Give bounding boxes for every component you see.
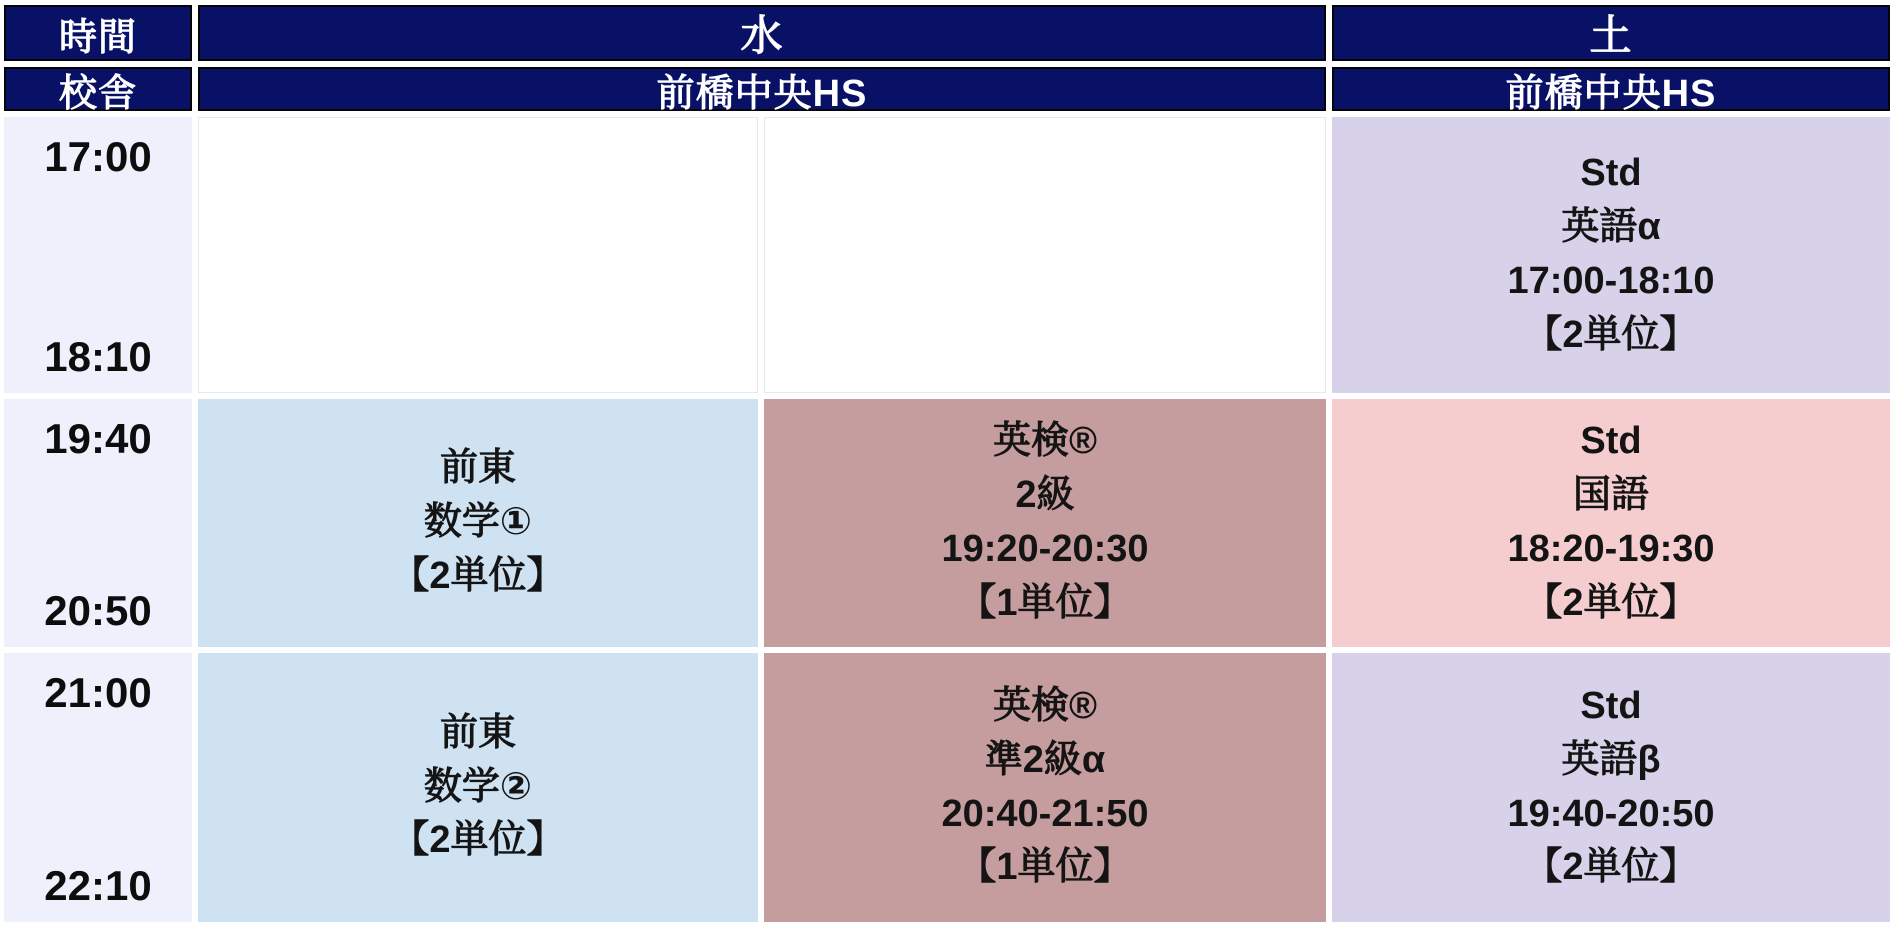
class-units: 【1単位】	[958, 581, 1132, 624]
class-course: 前東	[439, 447, 516, 490]
class-units: 【2単位】	[1524, 313, 1698, 356]
class-time-range: 17:00-18:10	[1507, 260, 1715, 302]
time-slot-1-end: 18:10	[44, 333, 152, 380]
time-slot-1-start: 17:00	[44, 133, 152, 180]
header-time-label: 時間	[4, 5, 192, 61]
time-slot-2-start: 19:40	[44, 415, 152, 462]
class-cell-sat-std-english-alpha	[1332, 117, 1890, 393]
header-day-saturday: 土	[1332, 5, 1890, 61]
header-building-wednesday: 前橋中央HS	[198, 67, 1326, 111]
timetable-grid	[4, 5, 1890, 922]
time-slot-1	[4, 117, 192, 393]
class-subject: 準2級α	[984, 738, 1106, 781]
class-time-range: 20:40-21:50	[941, 792, 1149, 835]
class-units: 【2単位】	[391, 819, 565, 862]
class-course: 英検®	[993, 684, 1097, 727]
class-cell-sat-std-japanese	[1332, 399, 1890, 647]
class-time-range: 19:20-20:30	[941, 528, 1149, 570]
time-slot-3	[4, 653, 192, 922]
class-cell-sat-std-english-beta	[1332, 653, 1890, 922]
class-course: 前東	[439, 711, 516, 754]
class-subject: 数学①	[423, 501, 533, 544]
time-slot-2-end: 20:50	[44, 587, 152, 634]
class-units: 【1単位】	[958, 846, 1132, 889]
class-units: 【2単位】	[391, 554, 565, 597]
header-building-label: 校舎	[4, 67, 192, 111]
time-slot-2	[4, 399, 192, 647]
class-subject: 英語β	[1561, 738, 1661, 781]
class-course: Std	[1580, 684, 1642, 727]
time-slot-3-start: 21:00	[44, 669, 152, 716]
class-cell-wed2-empty-1	[764, 117, 1326, 393]
header-building-saturday: 前橋中央HS	[1332, 67, 1890, 111]
class-cell-wed1-math-1	[198, 399, 758, 647]
class-cell-wed1-empty-1	[198, 117, 758, 393]
class-units: 【2単位】	[1524, 581, 1698, 624]
class-time-range: 18:20-19:30	[1507, 528, 1715, 570]
class-subject: 国語	[1572, 474, 1649, 517]
class-cell-wed2-eiken-pre2-alpha	[764, 653, 1326, 922]
class-subject: 数学②	[423, 765, 533, 808]
class-course: 英検®	[993, 420, 1097, 463]
header-day-wednesday: 水	[198, 5, 1326, 61]
class-cell-wed2-eiken-2	[764, 399, 1326, 647]
class-subject: 2級	[1015, 474, 1075, 517]
class-subject: 英語α	[1561, 206, 1661, 249]
class-units: 【2単位】	[1524, 846, 1698, 889]
class-course: Std	[1580, 420, 1642, 463]
class-time-range: 19:40-20:50	[1507, 792, 1715, 835]
class-cell-wed1-math-2	[198, 653, 758, 922]
class-course: Std	[1580, 152, 1642, 195]
time-slot-3-end: 22:10	[44, 862, 152, 909]
